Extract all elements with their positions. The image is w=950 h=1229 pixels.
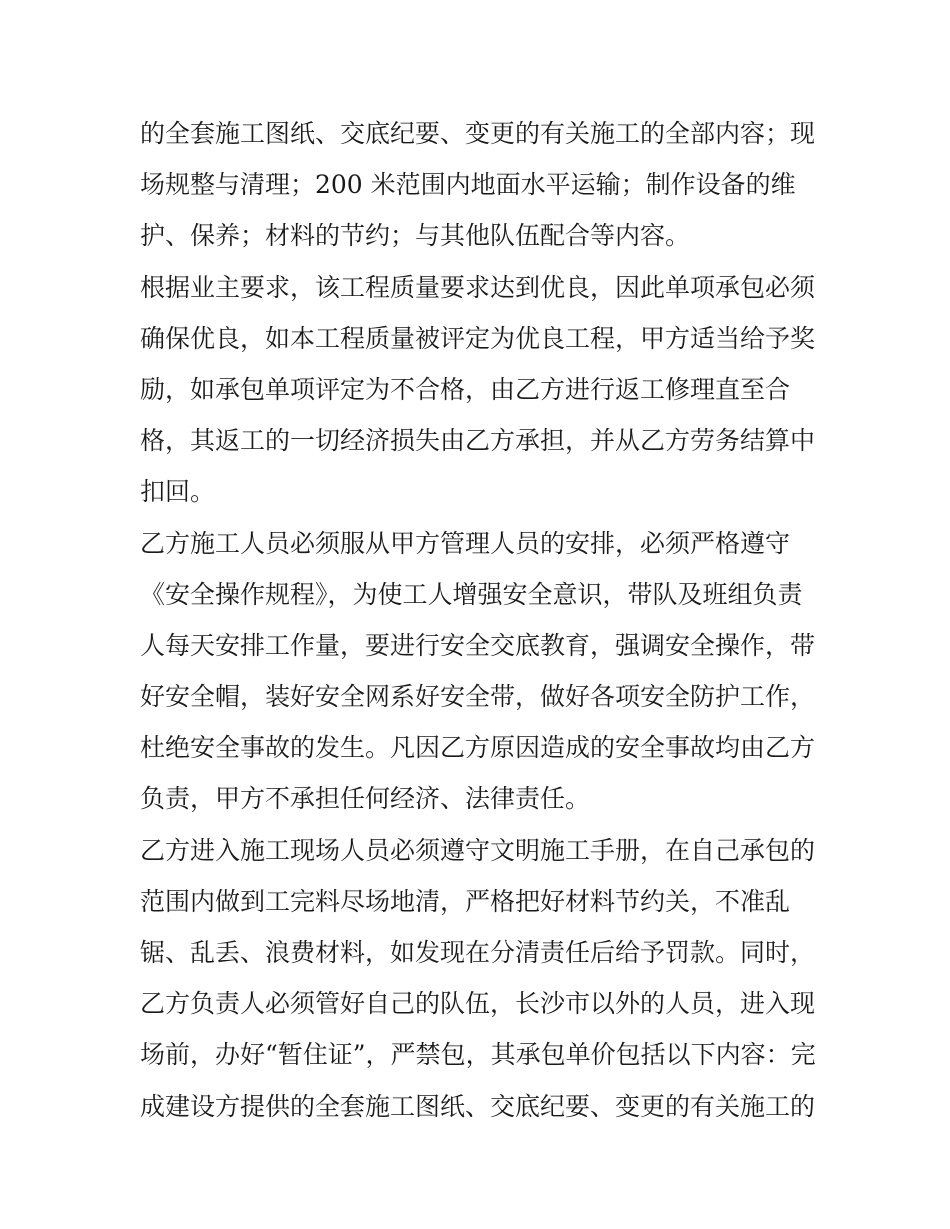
text-line: 范围内做到工完料尽场地清，严格把好材料节约关，不准乱 [140,886,791,916]
text-line: 确保优良，如本工程质量被评定为优良工程，甲方适当给予奖 [140,323,816,353]
text-line: 乙方负责人必须管好自己的队伍，长沙市以外的人员，进入现 [140,989,816,1019]
text-line: 乙方施工人员必须服从甲方管理人员的安排，必须严格遵守 [140,528,791,558]
text-line: 《安全操作规程》，为使工人增强安全意识，带队及班组负责 [140,579,803,609]
text-line: 格，其返工的一切经济损失由乙方承担，并从乙方劳务结算中 [140,426,816,456]
text-line: 扣回。 [140,477,216,507]
text-line: 根据业主要求，该工程质量要求达到优良，因此单项承包必须 [140,272,816,302]
text-line: 场前，办好“暂住证”，严禁包，其承包单价包括以下内容：完 [140,1040,816,1070]
text-line: 杜绝安全事故的发生。凡因乙方原因造成的安全事故均由乙方 [140,733,816,763]
text-line: 的全套施工图纸、交底纪要、变更的有关施工的全部内容；现 [140,119,816,148]
text-line: 负责，甲方不承担任何经济、法律责任。 [140,784,591,814]
text-line: 乙方进入施工现场人员必须遵守文明施工手册，在自己承包的 [140,835,816,865]
text-line: 励，如承包单项评定为不合格，由乙方进行返工修理直至合 [140,374,791,404]
text-line: 场规整与清理；200 米范围内地面水平运输；制作设备的维 [140,170,796,200]
text-line: 护、保养；材料的节约；与其他队伍配合等内容。 [140,221,691,251]
text-line: 锯、乱丢、浪费材料，如发现在分清责任后给予罚款。同时， [140,938,816,967]
text-line: 成建设方提供的全套施工图纸、交底纪要、变更的有关施工的 [140,1091,816,1121]
text-line: 人每天安排工作量，要进行安全交底教育，强调安全操作，带 [140,630,816,660]
body-text [140,108,820,1132]
text-line: 好安全帽，装好安全网系好安全带，做好各项安全防护工作， [140,682,816,712]
